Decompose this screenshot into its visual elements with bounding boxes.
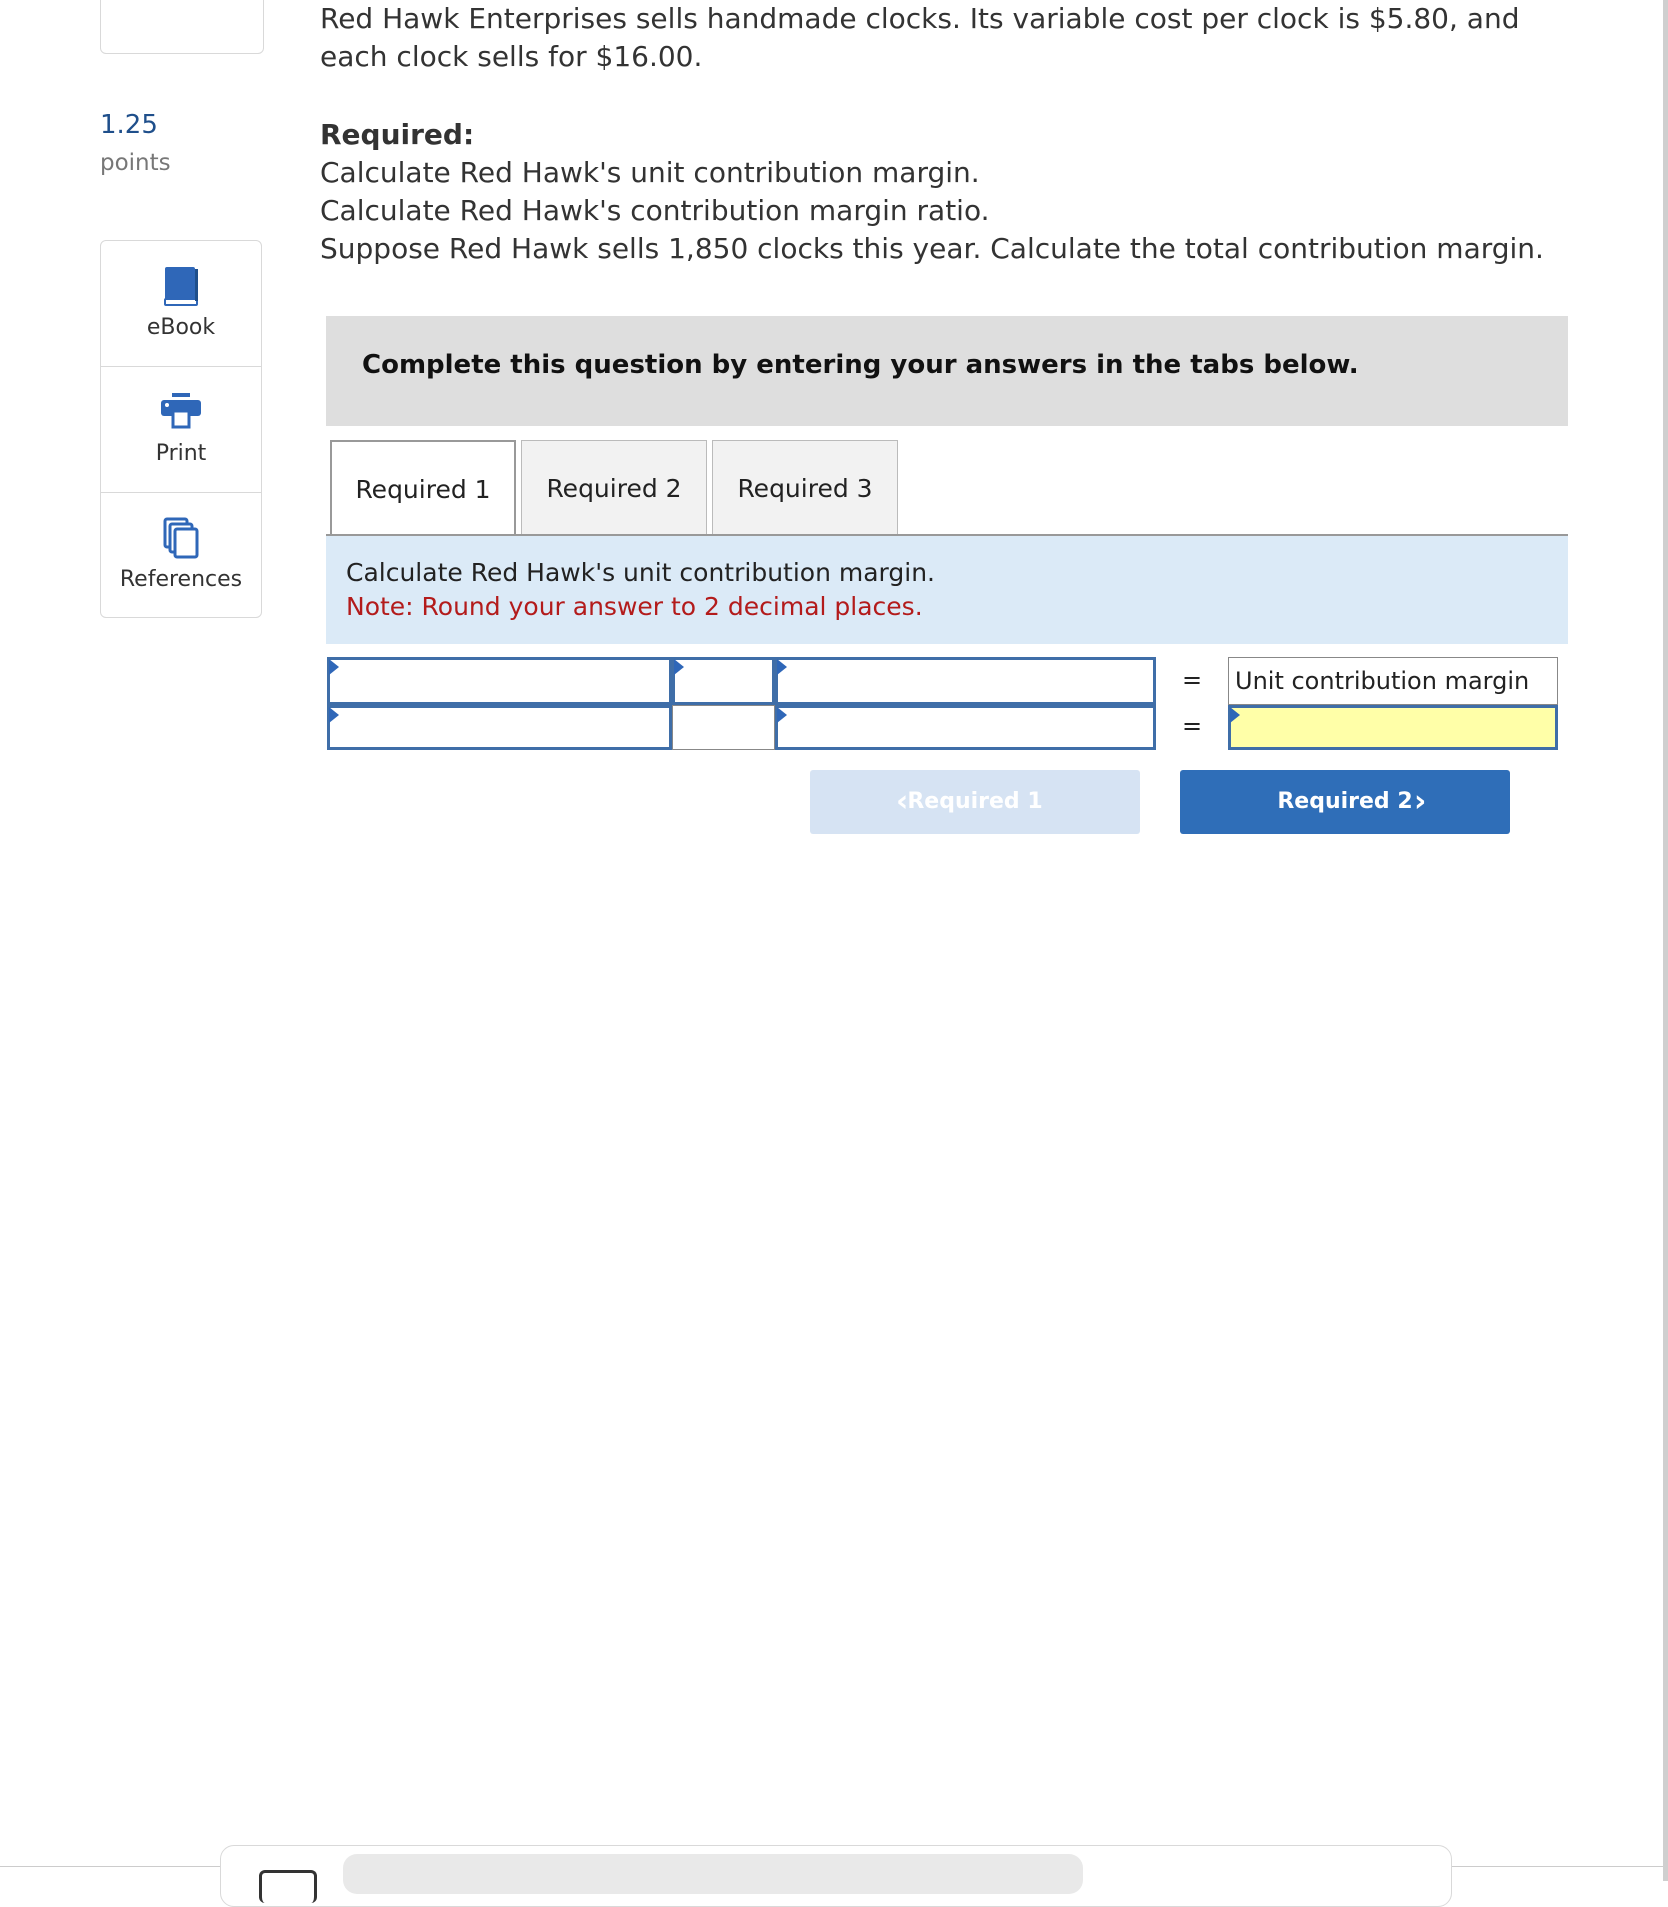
requirement-1: Calculate Red Hawk's unit contribution margin. — [320, 156, 980, 189]
documents-icon — [162, 517, 200, 563]
footer-divider — [0, 1866, 220, 1867]
row2-equals: = — [1181, 712, 1203, 740]
row1-input-2[interactable] — [775, 657, 1156, 705]
points-label: points — [100, 150, 171, 176]
toolbar-icon[interactable] — [259, 1870, 317, 1903]
problem-line-2: each clock sells for $16.00. — [320, 40, 703, 73]
prev-button-label: Required 1 — [907, 789, 1043, 814]
points-value: 1.25 — [100, 110, 158, 140]
bottom-toolbar — [220, 1845, 1452, 1907]
toolbar-pill[interactable] — [343, 1854, 1083, 1894]
row1-input-1[interactable] — [327, 657, 672, 705]
prev-required-button[interactable] — [810, 770, 1140, 834]
next-button-label: Required 2 — [1277, 789, 1413, 814]
dropdown-flag-icon — [329, 659, 339, 675]
row1-result-label-cell — [1228, 657, 1558, 705]
result-label: Unit contribution margin — [1235, 667, 1530, 695]
instruction-text: Calculate Red Hawk's unit contribution margin. — [346, 558, 936, 587]
requirement-3: Suppose Red Hawk sells 1,850 clocks this year. Calculate the total contribution margin. — [320, 232, 1544, 265]
instructions-banner — [326, 316, 1568, 426]
footer-divider — [1450, 1866, 1663, 1867]
problem-statement — [320, 0, 1590, 76]
banner-text: Complete this question by entering your answers in the tabs below. — [362, 350, 1359, 380]
row2-input-1[interactable] — [327, 705, 672, 750]
page-scrollbar[interactable] — [1663, 0, 1668, 1881]
unit-contribution-margin-input[interactable] — [1228, 705, 1558, 750]
chevron-left-icon: ‹ — [896, 784, 909, 819]
chevron-right-icon: › — [1414, 784, 1427, 819]
dropdown-flag-icon — [777, 707, 787, 723]
tools-panel — [100, 240, 262, 618]
dropdown-flag-icon — [1230, 707, 1240, 723]
dropdown-flag-icon — [777, 659, 787, 675]
row2-input-2[interactable] — [775, 705, 1156, 750]
dropdown-flag-icon — [329, 707, 339, 723]
tab-required-2[interactable]: Required 2 — [521, 440, 707, 534]
tab-instruction-box — [326, 536, 1568, 644]
dropdown-flag-icon — [674, 659, 684, 675]
row2-operator-cell — [672, 705, 775, 750]
tab-required-3[interactable]: Required 3 — [712, 440, 898, 534]
problem-line-1: Red Hawk Enterprises sells handmade clocks. Its variable cost per clock is $5.80, and — [320, 2, 1520, 35]
next-required-button[interactable] — [1180, 770, 1510, 834]
ebook-button[interactable] — [101, 241, 261, 367]
print-button[interactable] — [101, 367, 261, 493]
print-label: Print — [155, 441, 207, 466]
book-icon — [162, 265, 200, 311]
ebook-label: eBook — [146, 315, 216, 340]
references-button[interactable] — [101, 493, 261, 619]
references-label: References — [119, 567, 243, 592]
rounding-note: Note: Round your answer to 2 decimal places. — [346, 592, 923, 621]
question-number-card — [100, 0, 264, 54]
tab-required-1[interactable]: Required 1 — [330, 440, 516, 536]
row1-operator-select[interactable] — [672, 657, 775, 705]
row1-equals: = — [1181, 666, 1203, 694]
requirement-2: Calculate Red Hawk's contribution margin ratio. — [320, 194, 990, 227]
printer-icon — [160, 393, 202, 433]
required-heading: Required: — [320, 118, 475, 151]
